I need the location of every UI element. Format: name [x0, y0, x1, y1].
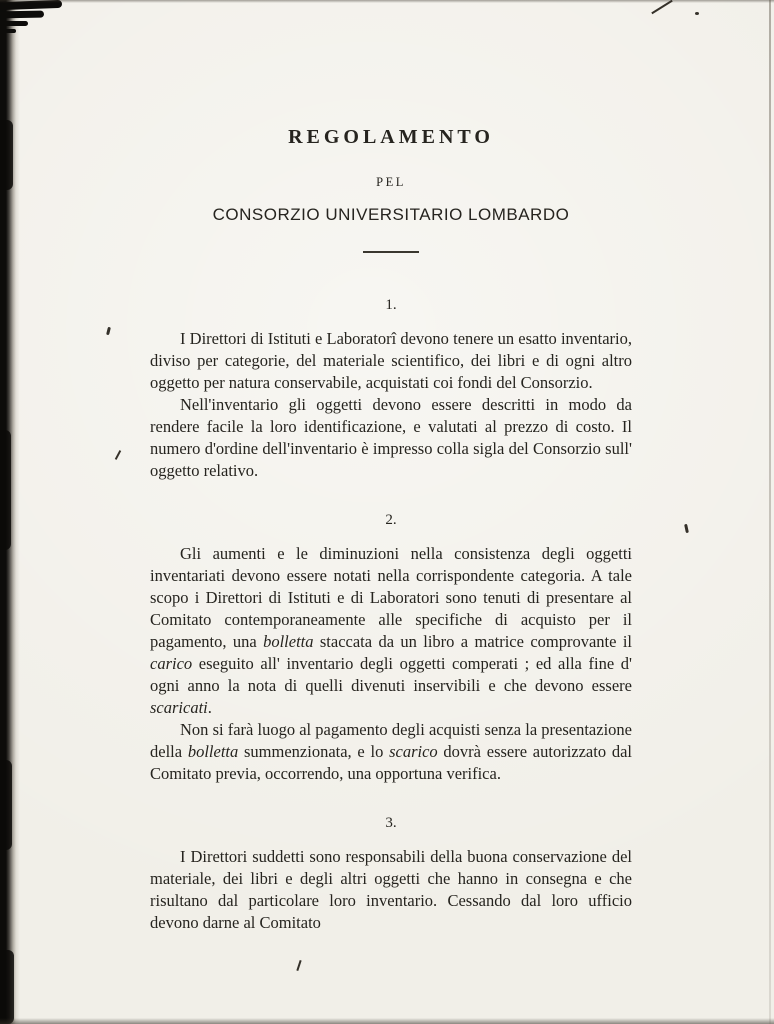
scan-artifact [695, 12, 699, 15]
text-run: Gli aumenti e le diminuzioni nella consistenza degli oggetti inventariati devono essere notati nella corrispondente categoria. A tale scopo i Direttori di Istituti e di Laboratori sono tenuti di presentare al Comitato contemporaneamente alle specifiche di acquisto per il pagamento, una [150, 544, 632, 651]
text-run: dovrà essere autorizzato dal Comitato previa, occorrendo, una opportuna verifica. [150, 742, 632, 783]
document-main-title: CONSORZIO UNIVERSITARIO LOMBARDO [212, 205, 570, 224]
italic-term: bolletta [187, 742, 239, 761]
document-section [150, 512, 632, 785]
text-run: summenzionata, e lo [238, 742, 390, 761]
text-run: Non si farà luogo al pagamento degli acquisti senza la presentazione della [150, 720, 632, 761]
scan-artifact [0, 11, 44, 19]
italic-term: scarico [389, 742, 438, 761]
document-subtitle: PEL [376, 175, 406, 189]
document-section [150, 297, 632, 482]
document-title: REGOLAMENTO [288, 126, 494, 148]
title-divider [363, 251, 419, 253]
section-number: 3. [385, 815, 397, 831]
scan-artifact [296, 960, 301, 971]
scan-artifact [0, 760, 12, 850]
scan-artifact [0, 950, 14, 1024]
paragraph [150, 719, 632, 785]
paragraph [150, 394, 632, 482]
sections [150, 297, 632, 934]
scan-artifact [0, 21, 28, 26]
scan-artifact [0, 430, 11, 550]
page-bottom-shadow [0, 1018, 774, 1024]
paragraph [150, 846, 632, 934]
section-number: 1. [385, 297, 397, 313]
paragraph [150, 328, 632, 394]
italic-term: scaricati [150, 698, 208, 717]
text-run: eseguito all' inventario degli oggetti comperati ; ed alla fine d' ogni anno la nota di quelli divenuti inservibili e che devono essere [150, 654, 632, 695]
text-run: Nell'inventario gli oggetti devono essere descritti in modo da rendere facile la loro identificazione, e valutati al prezzo di costo. Il numero d'ordine dell'inventario è impresso colla sigla del Consorzio sull' oggetto relativo. [150, 395, 632, 480]
italic-term: bolletta [263, 632, 314, 651]
scan-artifact [115, 450, 121, 460]
scan-artifact [0, 29, 16, 33]
text-run: staccata da un libro a matrice comprovante il [313, 632, 632, 651]
scan-artifact [0, 120, 13, 190]
page-right-shadow [769, 0, 771, 1024]
paragraph [150, 543, 632, 719]
text-run: . [207, 698, 212, 717]
scan-artifact [106, 327, 111, 335]
scan-artifact [684, 524, 689, 533]
document-content [150, 0, 632, 934]
text-run: I Direttori di Istituti e Laboratorî devono tenere un esatto inventario, diviso per categorie, del materiale scientifico, dei libri e di ogni altro oggetto per natura conservabile, acquistati coi fondi del Consorzio. [150, 329, 632, 392]
section-number: 2. [385, 512, 397, 528]
document-section [150, 815, 632, 934]
italic-term: carico [150, 654, 193, 673]
text-run: I Direttori suddetti sono responsabili della buona conservazione del materiale, dei libri e degli altri oggetti che hanno in consegna e che risultano dal particolare loro inventario. Cessando dal loro ufficio devono darne al Comitato [150, 847, 632, 932]
